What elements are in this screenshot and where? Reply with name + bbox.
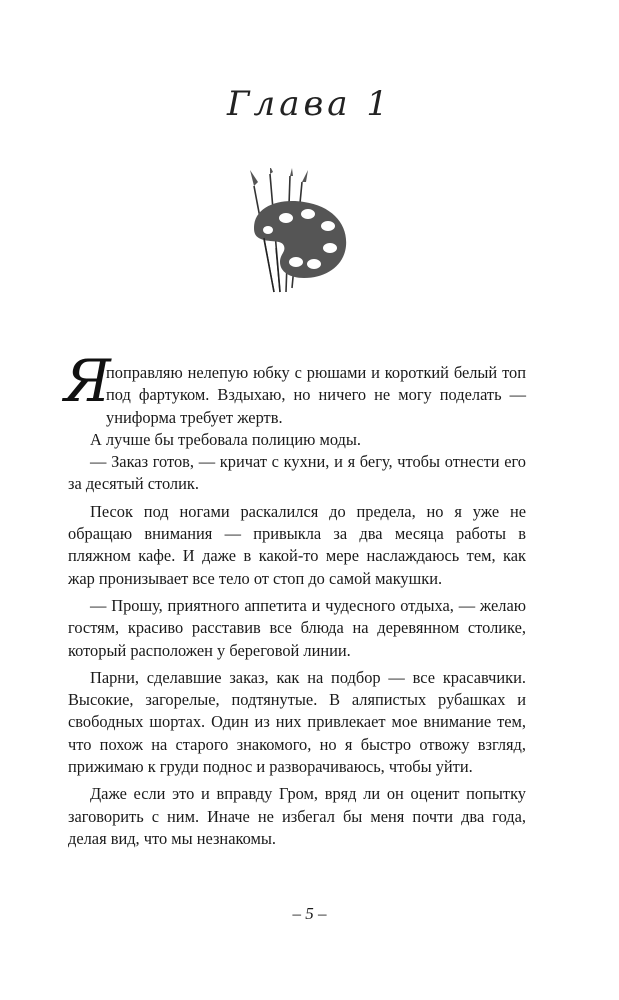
dropcap-letter: Я	[64, 347, 111, 415]
chapter-title: Глава 1	[227, 84, 392, 124]
paragraph: — Заказ готов, — кричат с кухни, и я бегу, чтобы отнести его за десятый столик.	[68, 452, 526, 494]
page-number: – 5 –	[292, 904, 327, 923]
paragraph: Даже если это и вправду Гром, вряд ли он оценит попытку заговорить с ним. Иначе не избегал бы меня почти два года, делая вид, что мы незнакомы.	[68, 784, 526, 848]
first-paragraph-text: поправляю нелепую юбку с рюшами и короткий белый топ под фартуком. Вздыхаю, но ничего не могу поделать — униформа требует жертв.	[106, 363, 526, 427]
first-paragraph	[64, 347, 526, 429]
paragraph: А лучше бы требовала полицию моды.	[90, 429, 361, 449]
chapter-text	[64, 347, 526, 850]
paragraph: Песок под ногами раскалился до предела, но я уже не обращаю внимания — привыкла за два месяца работы в пляжном кафе. И даже в какой-то мере наслаждаюсь тем, как жар пронизывает все тело от стоп до самой макушки.	[68, 501, 526, 588]
paragraph: — Прошу, приятного аппетита и чудесного отдыха, — желаю гостям, красиво расставив все блюда на деревянном столике, который расположен у береговой линии.	[68, 595, 526, 660]
palette-icon	[240, 168, 360, 300]
paragraph: Парни, сделавшие заказ, как на подбор — все красавчики. Высокие, загорелые, подтянутые. В аляпистых рубашках и свободных шортах. Один из них привлекает мое внимание тем, что похож на старого знакомого, но я быстро отвожу взгляд, прижимаю к груди поднос и разворачиваюсь, чтобы уйти.	[68, 667, 526, 777]
